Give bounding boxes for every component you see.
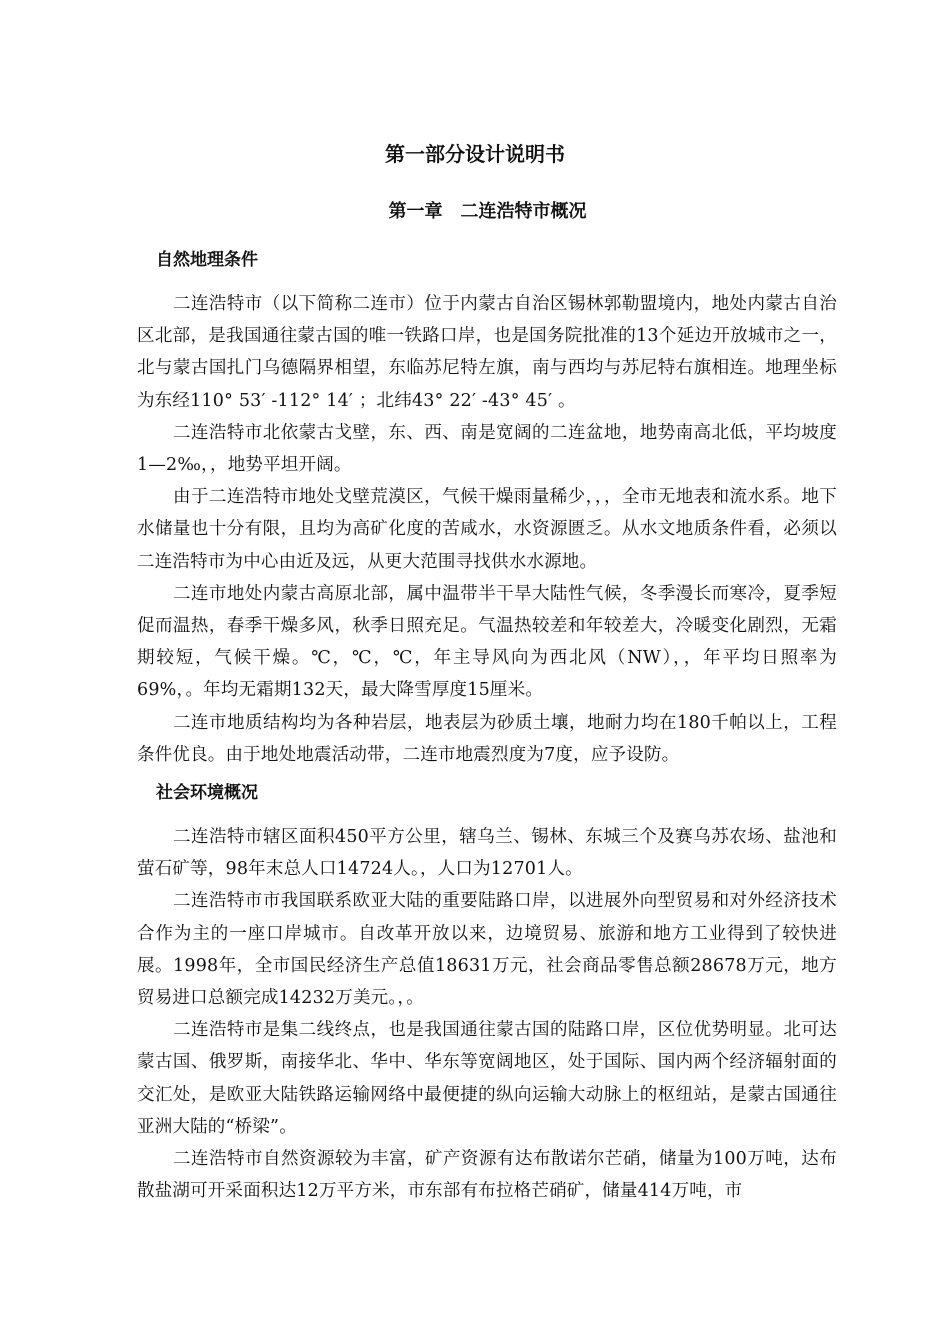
paragraph: 二连市地处内蒙古高原北部，属中温带半干旱大陆性气候，冬季漫长而寒冷，夏季短促而温热，春季干燥多风，秋季日照充足。气温热较差和年较差大，冷暖变化剧烈，无霜期较短，气候干燥。℃，℃，℃，年主导风向为西北风（NW），，年平均日照率为69%，。年均无霜期132天，最大降雪厚度15厘米。 — [137, 583, 837, 701]
paragraph: 二连浩特市北依蒙古戈壁，东、西、南是宽阔的二连盆地，地势南高北低，平均坡度1—2‰，，地势平坦开阔。 — [137, 422, 837, 476]
paragraph: 二连市地质结构均为各种岩层，地表层为砂质土壤，地耐力均在180千帕以上，工程条件优良。由于地处地震活动带，二连市地震烈度为7度，应予设防。 — [137, 712, 837, 765]
part-title: 第一部分设计说明书 — [385, 142, 565, 166]
paragraph: 二连浩特市（以下简称二连市）位于内蒙古自治区锡林郭勒盟境内，地处内蒙古自治区北部，是我国通往蒙古国的唯一铁路口岸，也是国务院批准的13个延边开放城市之一，北与蒙古国扎门乌德隔界相望，东临苏尼特左旗，南与西均与苏尼特右旗相连。地理坐标为东经110° 53′ -112° 14′ ；北纬43° 22′ -43° 45′ 。 — [137, 294, 837, 411]
chapter-title: 第一章 二连浩特市概况 — [388, 201, 587, 222]
paragraph: 二连浩特市市我国联系欧亚大陆的重要陆路口岸，以进展外向型贸易和对外经济技术合作为主的一座口岸城市。自改革开放以来，边境贸易、旅游和地方工业得到了较快进展。1998年，全市国民经济生产总值18631万元，社会商品零售总额28678万元，地方贸易进口总额完成14232万美元。，。 — [137, 891, 837, 1009]
paragraph: 二连浩特市辖区面积450平方公里，辖乌兰、锡林、东城三个及赛乌苏农场、盐池和萤石矿等，98年末总人口14724人。，人口为12701人。 — [137, 827, 837, 880]
section-body-natural-geography — [137, 288, 837, 771]
section-heading-social-environment: 社会环境概况 — [156, 783, 258, 803]
paragraph: 二连浩特市自然资源较为丰富，矿产资源有达布散诺尔芒硝，储量为100万吨，达布散盐湖可开采面积达12万平方米，市东部有布拉格芒硝矿，储量414万吨，市 — [137, 1149, 837, 1202]
paragraph: 由于二连浩特市地处戈壁荒漠区，气候干燥雨量稀少，，，全市无地表和流水系。地下水储量也十分有限，且均为高矿化度的苦咸水，水资源匮乏。从水文地质条件看，必须以二连浩特市为中心由近及远，从更大范围寻找供水水源地。 — [137, 487, 837, 572]
section-body-social-environment — [137, 821, 837, 1207]
paragraph: 二连浩特市是集二线终点，也是我国通往蒙古国的陆路口岸，区位优势明显。北可达蒙古国、俄罗斯，南接华北、华中、华东等宽阔地区，处于国际、国内两个经济辐射面的交汇处，是欧亚大陆铁路运输网络中最便捷的纵向运输大动脉上的枢纽站，是蒙古国通往亚洲大陆的“桥梁”。 — [137, 1020, 837, 1137]
section-heading-natural-geography: 自然地理条件 — [156, 250, 258, 270]
